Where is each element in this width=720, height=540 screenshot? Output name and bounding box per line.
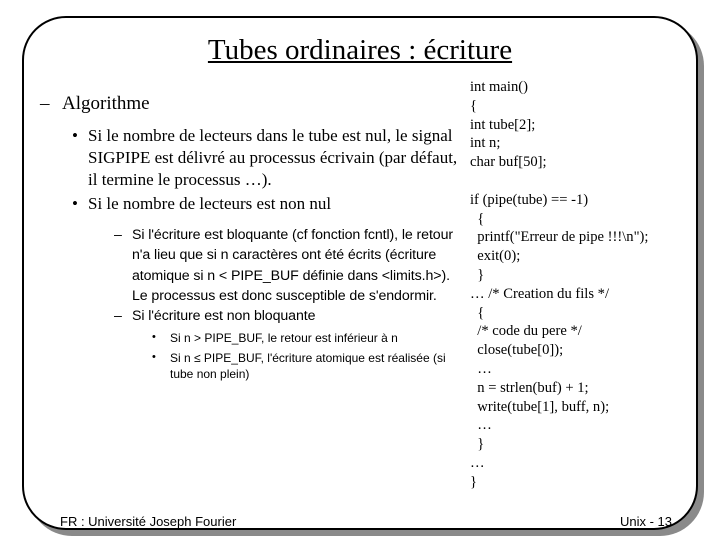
- code-line: [470, 172, 648, 191]
- code-line: {: [470, 210, 485, 227]
- code-line: exit(0);: [470, 248, 521, 265]
- code-line: …: [470, 417, 492, 434]
- bullet-dot: •: [72, 194, 78, 213]
- footer-institution: FR : Université Joseph Fourier: [60, 514, 237, 529]
- code-line: {: [470, 97, 478, 114]
- code-line: n = strlen(buf) + 1;: [470, 379, 589, 396]
- code-line: … /* Creation du fils */: [470, 285, 610, 302]
- heading-item: [40, 93, 460, 115]
- code-line: int main(): [470, 79, 528, 95]
- code-line: {: [470, 304, 485, 321]
- code-line: close(tube[0]);: [470, 342, 564, 359]
- code-line: printf("Erreur de pipe !!!\n");: [470, 229, 649, 246]
- slide-title: Tubes ordinaires : écriture: [207, 34, 513, 66]
- bullet-text: Si le nombre de lecteurs est non nul: [88, 194, 332, 213]
- sub-sub-bullet-text: Si n ≤ PIPE_BUF, l'écriture atomique est réalisée (si tube non plein): [170, 351, 446, 382]
- sub-sub-bullet-text: Si n > PIPE_BUF, le retour est inférieur à n: [170, 331, 398, 346]
- code-line: …: [470, 454, 485, 471]
- code-line: int n;: [470, 135, 501, 152]
- sub-sub-bullet-dot: •: [152, 351, 156, 364]
- sub-sub-bullet-item: [40, 330, 460, 346]
- sub-sub-bullet-item: [40, 350, 460, 382]
- code-line: }: [470, 436, 485, 453]
- sub-bullet-dash: –: [114, 308, 122, 325]
- code-line: /* code du pere */: [470, 323, 582, 340]
- code-line: }: [470, 266, 485, 283]
- sub-bullet-item: [40, 225, 460, 306]
- code-line: if (pipe(tube) == -1): [470, 191, 589, 208]
- bullet-dot: •: [72, 126, 78, 145]
- heading-text: Algorithme: [62, 93, 150, 114]
- code-line: …: [470, 360, 492, 377]
- sub-bullet-text: Si l'écriture est non bloquante: [132, 308, 316, 325]
- sub-bullet-text: Si l'écriture est bloquante (cf fonction fcntl), le retour n'a lieu que si n caractères ont été écrits (écriture atomique si n < PIPE_BUF définie dans <limits.h>). Le processus est donc susceptible de s'endormir.: [132, 227, 454, 304]
- sub-bullet-dash: –: [114, 227, 122, 243]
- code-line: }: [470, 473, 478, 490]
- sub-bullet-item: [40, 306, 460, 326]
- content-column: [40, 93, 460, 382]
- code-line: write(tube[1], buff, n);: [470, 398, 610, 415]
- code-line: int tube[2];: [470, 116, 536, 133]
- footer-page-number: Unix - 13: [620, 514, 673, 529]
- heading-dash: –: [40, 93, 50, 114]
- bullet-item: [40, 193, 460, 215]
- code-line: char buf[50];: [470, 154, 547, 171]
- bullet-text: Si le nombre de lecteurs dans le tube est nul, le signal SIGPIPE est délivré au processus écrivain (par défaut, il termine le processus …).: [88, 126, 458, 189]
- bullet-item: [40, 125, 460, 191]
- code-listing: [470, 78, 648, 492]
- sub-sub-bullet-dot: •: [152, 331, 156, 344]
